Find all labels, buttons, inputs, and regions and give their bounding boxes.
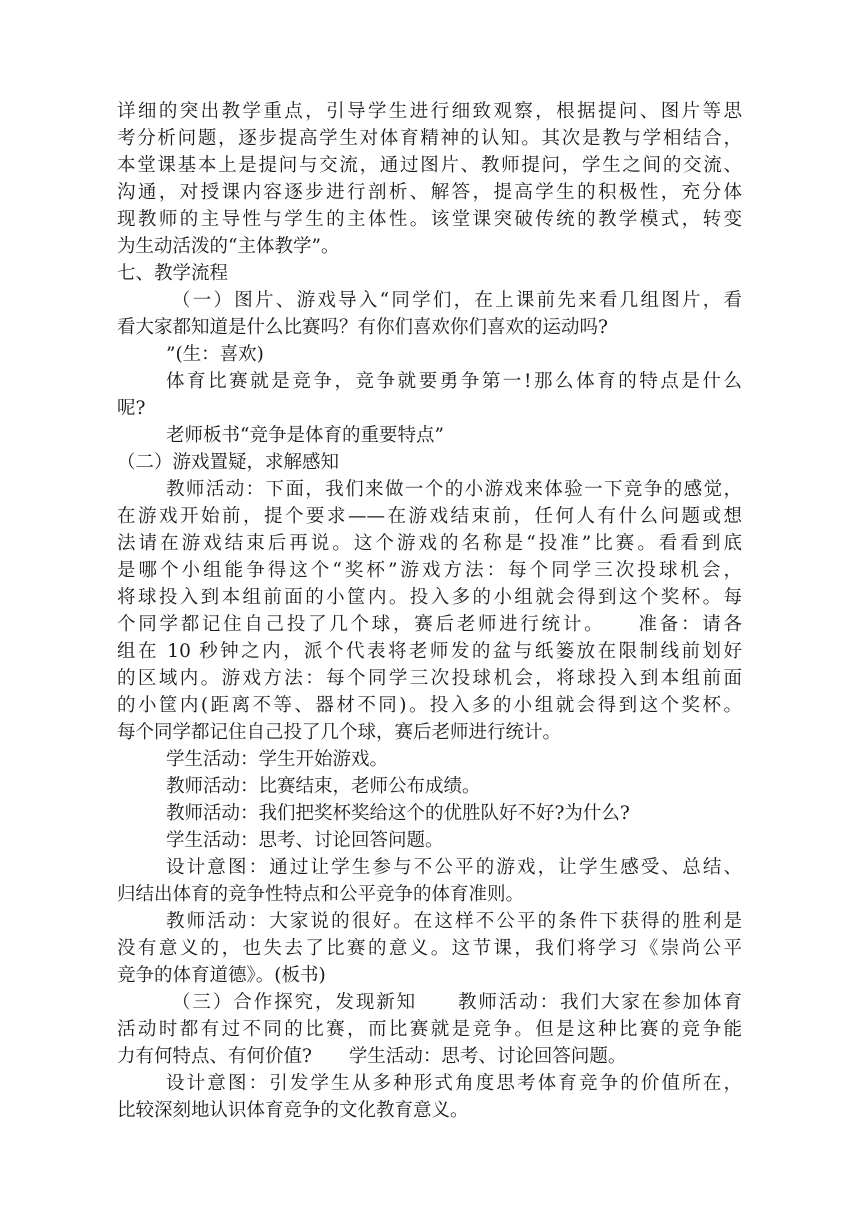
paragraph-line: 没有意义的，也失去了比赛的意义。这节课，我们将学习《崇尚公平	[117, 938, 742, 959]
paragraph-line: 竞争的体育道德》。(板书)	[117, 965, 326, 986]
section-heading: （二）游戏置疑，求解感知	[117, 452, 340, 473]
paragraph-line: 体育比赛就是竞争，竞争就要勇争第一!那么体育的特点是什么	[166, 371, 742, 392]
paragraph-line: 为生动活泼的“主体教学”。	[117, 236, 340, 257]
paragraph-line: 设计意图：引发学生从多种形式角度思考体育竞争的价值所在，	[166, 1073, 742, 1094]
paragraph-line: 教师活动：大家说的很好。在这样不公平的条件下获得的胜利是	[166, 911, 742, 932]
paragraph-line: 教师活动：比赛结束，老师公布成绩。	[166, 776, 481, 797]
paragraph-line: 组在 10 秒钟之内，派个代表将老师发的盆与纸篓放在限制线前划好	[117, 641, 742, 662]
paragraph-line: 的区域内。游戏方法：每个同学三次投球机会，将球投入到本组前面	[117, 668, 742, 689]
paragraph-line: 学生活动：学生开始游戏。	[166, 749, 389, 770]
paragraph-line: 比较深刻地认识体育竞争的文化教育意义。	[117, 1100, 469, 1121]
paragraph-line: 的小筐内(距离不等、器材不同)。投入多的小组就会得到这个奖杯。	[117, 695, 742, 716]
paragraph-line: 每个同学都记住自己投了几个球，赛后老师进行统计。	[117, 722, 562, 743]
paragraph-line: 现教师的主导性与学生的主体性。该堂课突破传统的教学模式，转变	[117, 209, 742, 230]
paragraph-line: 沟通，对授课内容逐步进行剖析、解答，提高学生的积极性，充分体	[117, 182, 742, 203]
paragraph-line: 个同学都记住自己投了几个球，赛后老师进行统计。 准备：请各	[117, 614, 742, 635]
paragraph-line: （一）图片、游戏导入“同学们，在上课前先来看几组图片，看	[172, 290, 742, 311]
paragraph-line: 呢?	[117, 398, 146, 419]
paragraph-line: 设计意图：通过让学生参与不公平的游戏，让学生感受、总结、	[166, 857, 742, 878]
paragraph-line: 活动时都有过不同的比赛，而比赛就是竞争。但是这种比赛的竞争能	[117, 1019, 742, 1040]
paragraph-line: 力有何特点、有何价值? 学生活动：思考、讨论回答问题。	[117, 1046, 627, 1067]
paragraph-line: 法请在游戏结束后再说。这个游戏的名称是“投准”比赛。看看到底	[117, 533, 742, 554]
paragraph-line: 老师板书“竞争是体育的重要特点”	[166, 425, 444, 446]
paragraph-line: 教师活动：我们把奖杯奖给这个的优胜队好不好?为什么?	[166, 803, 630, 824]
paragraph-line: 详细的突出教学重点，引导学生进行细致观察，根据提问、图片等思	[117, 101, 742, 122]
paragraph-line: 考分析问题，逐步提高学生对体育精神的认知。其次是教与学相结合，	[117, 128, 742, 149]
paragraph-line: 教师活动：下面，我们来做一个的小游戏来体验一下竞争的感觉，	[166, 479, 742, 500]
section-heading: 七、教学流程	[117, 263, 229, 284]
paragraph-line: 学生活动：思考、讨论回答问题。	[166, 830, 444, 851]
paragraph-line: 看大家都知道是什么比赛吗？有你们喜欢你们喜欢的运动吗?	[117, 317, 608, 338]
paragraph-line: 在游戏开始前，提个要求——在游戏结束前，任何人有什么问题或想	[117, 506, 742, 527]
paragraph-line: 将球投入到本组前面的小筐内。投入多的小组就会得到这个奖杯。每	[117, 587, 742, 608]
paragraph-line: 是哪个小组能争得这个“奖杯”游戏方法：每个同学三次投球机会，	[117, 560, 742, 581]
paragraph-line: 归结出体育的竞争性特点和公平竞争的体育准则。	[117, 884, 525, 905]
paragraph-line: ”(生：喜欢)	[166, 344, 264, 365]
paragraph-line: 本堂课基本上是提问与交流，通过图片、教师提问，学生之间的交流、	[117, 155, 742, 176]
paragraph-line: （三）合作探究，发现新知 教师活动：我们大家在参加体育	[172, 992, 742, 1013]
